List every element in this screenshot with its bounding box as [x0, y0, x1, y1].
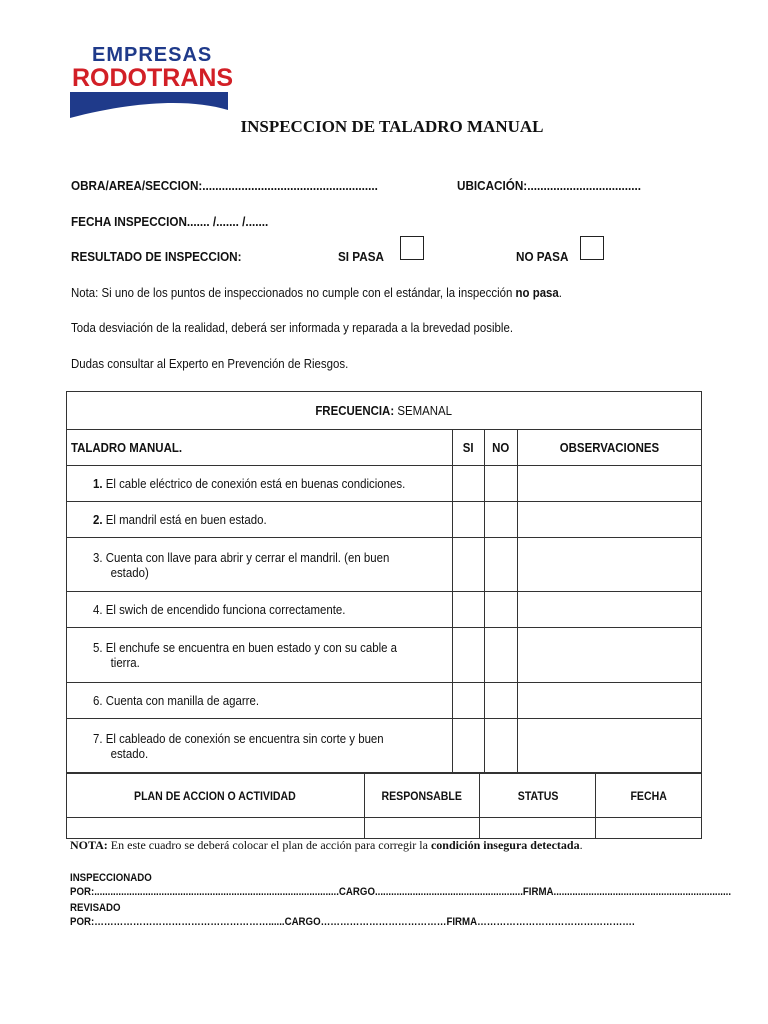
table-row — [67, 683, 702, 719]
frecuencia-row — [67, 392, 702, 430]
no-cell[interactable] — [484, 502, 517, 538]
nota-final — [70, 838, 583, 853]
col-header-status: STATUS — [480, 774, 596, 818]
resultado-label: RESULTADO DE INSPECCION: — [71, 249, 242, 264]
nota-final-bold: condición insegura detectada — [430, 838, 580, 852]
item-text: 3. Cuenta con llave para abrir y cerrar el mandril. (en buen estado) — [67, 538, 453, 592]
col-header-plan: PLAN DE ACCION O ACTIVIDAD — [67, 774, 365, 818]
nota-text — [71, 285, 562, 300]
col-header-fecha: FECHA — [596, 774, 702, 818]
si-cell[interactable] — [452, 592, 484, 628]
col-header-no: NO — [484, 430, 517, 466]
fecha-cell[interactable] — [596, 818, 702, 839]
no-pasa-label: NO PASA — [516, 249, 569, 264]
obs-cell[interactable] — [517, 683, 701, 719]
nota-final-label: NOTA: — [70, 838, 108, 852]
nota-final-text: En este cuadro se deberá colocar el plan de acción para corregir la — [107, 838, 431, 852]
col-header-item: TALADRO MANUAL. — [67, 430, 453, 466]
no-cell[interactable] — [484, 719, 517, 773]
si-cell[interactable] — [452, 628, 484, 683]
table-row — [67, 466, 702, 502]
si-pasa-checkbox[interactable] — [400, 236, 424, 260]
nota-final-end: . — [579, 838, 583, 852]
col-header-si: SI — [452, 430, 484, 466]
fecha-field: FECHA INSPECCION....... /....... /....... — [71, 214, 269, 229]
revisado-label: REVISADO — [70, 902, 121, 914]
plan-header-row — [67, 774, 702, 818]
no-cell[interactable] — [484, 466, 517, 502]
page-title: INSPECCION DE TALADRO MANUAL — [240, 117, 544, 136]
logo-line2: RODOTRANS — [72, 64, 234, 92]
no-cell[interactable] — [484, 592, 517, 628]
item-text: 2. El mandril está en buen estado. — [67, 502, 453, 538]
plan-cell[interactable] — [67, 818, 365, 839]
si-pasa-label: SI PASA — [338, 249, 384, 264]
table-row — [67, 719, 702, 773]
si-cell[interactable] — [452, 683, 484, 719]
table-row — [67, 502, 702, 538]
obs-cell[interactable] — [517, 719, 701, 773]
revisado-por-line: POR:………………………………………………......CARGO…………………………………FIRMA…………………………………………. — [70, 916, 635, 928]
nota-pre: Nota: Si uno de los puntos de inspeccionados no cumple con el estándar, la inspección — [71, 285, 516, 300]
si-cell[interactable] — [452, 719, 484, 773]
table-row — [67, 538, 702, 592]
inspeccionado-por-line: POR:...........................................................................................CARGO.......................................................FIRMA.................................................................. — [70, 886, 732, 898]
no-cell[interactable] — [484, 683, 517, 719]
item-text: 5. El enchufe se encuentra en buen estado y con su cable a tierra. — [67, 628, 453, 683]
inspection-table — [66, 391, 702, 773]
item-text: 4. El swich de encendido funciona correctamente. — [67, 592, 453, 628]
table-row — [67, 628, 702, 683]
col-header-responsable: RESPONSABLE — [364, 774, 480, 818]
header-row — [67, 430, 702, 466]
obs-cell[interactable] — [517, 466, 701, 502]
nota-post: . — [558, 285, 562, 300]
si-cell[interactable] — [452, 466, 484, 502]
no-pasa-checkbox[interactable] — [580, 236, 604, 260]
col-header-observaciones: OBSERVACIONES — [517, 430, 701, 466]
action-plan-table — [66, 773, 702, 839]
desviacion-text: Toda desviación de la realidad, deberá ser informada y reparada a la brevedad posible. — [71, 320, 513, 335]
si-cell[interactable] — [452, 538, 484, 592]
table-row — [67, 592, 702, 628]
obs-cell[interactable] — [517, 592, 701, 628]
no-cell[interactable] — [484, 628, 517, 683]
frecuencia-cell — [67, 392, 702, 430]
obs-cell[interactable] — [517, 538, 701, 592]
no-cell[interactable] — [484, 538, 517, 592]
status-cell[interactable] — [480, 818, 596, 839]
obra-field: OBRA/AREA/SECCION:...................................................... — [71, 178, 378, 193]
logo-wave-icon — [70, 92, 230, 120]
obs-cell[interactable] — [517, 502, 701, 538]
obs-cell[interactable] — [517, 628, 701, 683]
frecuencia-value: SEMANAL — [397, 403, 453, 418]
item-text: 1. El cable eléctrico de conexión está en buenas condiciones. — [67, 466, 453, 502]
item-text: 7. El cableado de conexión se encuentra sin corte y buen estado. — [67, 719, 453, 773]
company-logo — [70, 44, 232, 120]
frecuencia-label: FRECUENCIA: — [315, 403, 395, 418]
dudas-text: Dudas consultar al Experto en Prevención de Riesgos. — [71, 356, 349, 371]
inspeccionado-label: INSPECCIONADO — [70, 872, 152, 884]
logo-line1: EMPRESAS — [92, 44, 213, 66]
plan-row — [67, 818, 702, 839]
ubicacion-field: UBICACIÓN:................................... — [457, 178, 641, 193]
si-cell[interactable] — [452, 502, 484, 538]
item-text: 6. Cuenta con manilla de agarre. — [67, 683, 453, 719]
responsable-cell[interactable] — [364, 818, 480, 839]
nota-bold: no pasa — [515, 285, 559, 300]
